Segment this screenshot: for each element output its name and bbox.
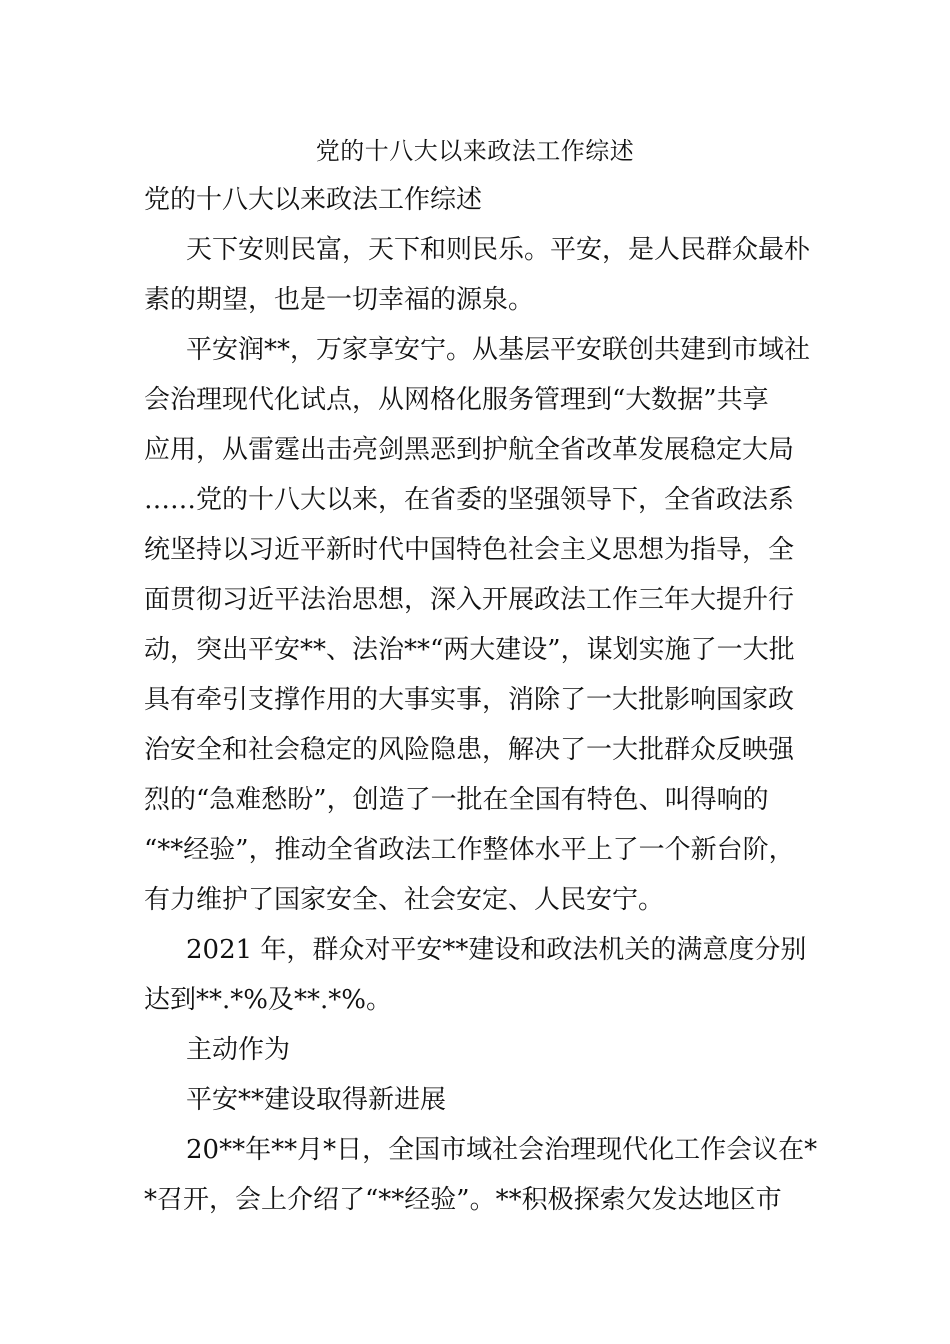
body-line: 统坚持以习近平新时代中国特色社会主义思想为指导，全 bbox=[144, 535, 795, 565]
body-line: 有力维护了国家安全、社会安定、人民安宁。 bbox=[144, 885, 665, 915]
body-line: 应用，从雷霆出击亮剑黑恶到护航全省改革发展稳定大局 bbox=[144, 435, 795, 465]
body-line: 动，突出平安**、法治**“两大建设”，谋划实施了一大批 bbox=[144, 635, 795, 665]
body-line: 具有牵引支撑作用的大事实事，消除了一大批影响国家政 bbox=[144, 685, 795, 715]
body-line: 20**年**月*日，全国市域社会治理现代化工作会议在* bbox=[186, 1135, 818, 1165]
section-subheading: 平安**建设取得新进展 bbox=[186, 1085, 447, 1115]
body-line: 达到**.*%及**.*%。 bbox=[144, 985, 392, 1015]
document-subtitle: 党的十八大以来政法工作综述 bbox=[144, 185, 483, 215]
body-line: 2021 年，群众对平安**建设和政法机关的满意度分别 bbox=[186, 935, 807, 965]
body-line: 会治理现代化试点，从网格化服务管理到“大数据”共享 bbox=[144, 385, 769, 415]
body-line: “**经验”，推动全省政法工作整体水平上了一个新台阶， bbox=[144, 835, 795, 865]
section-heading: 主动作为 bbox=[186, 1035, 291, 1065]
body-line: 平安润**，万家享安宁。从基层平安联创共建到市域社 bbox=[186, 335, 811, 365]
body-line: 治安全和社会稳定的风险隐患，解决了一大批群众反映强 bbox=[144, 735, 795, 765]
document-title: 党的十八大以来政法工作综述 bbox=[315, 137, 635, 165]
body-line: 天下安则民富，天下和则民乐。平安，是人民群众最朴 bbox=[186, 235, 811, 265]
body-line: 素的期望，也是一切幸福的源泉。 bbox=[144, 285, 535, 315]
body-line: ……党的十八大以来，在省委的坚强领导下，全省政法系 bbox=[144, 485, 795, 515]
body-line: *召开，会上介绍了“**经验”。**积极探索欠发达地区市 bbox=[144, 1185, 782, 1215]
body-line: 面贯彻习近平法治思想，深入开展政法工作三年大提升行 bbox=[144, 585, 795, 615]
body-line: 烈的“急难愁盼”，创造了一批在全国有特色、叫得响的 bbox=[144, 785, 769, 815]
